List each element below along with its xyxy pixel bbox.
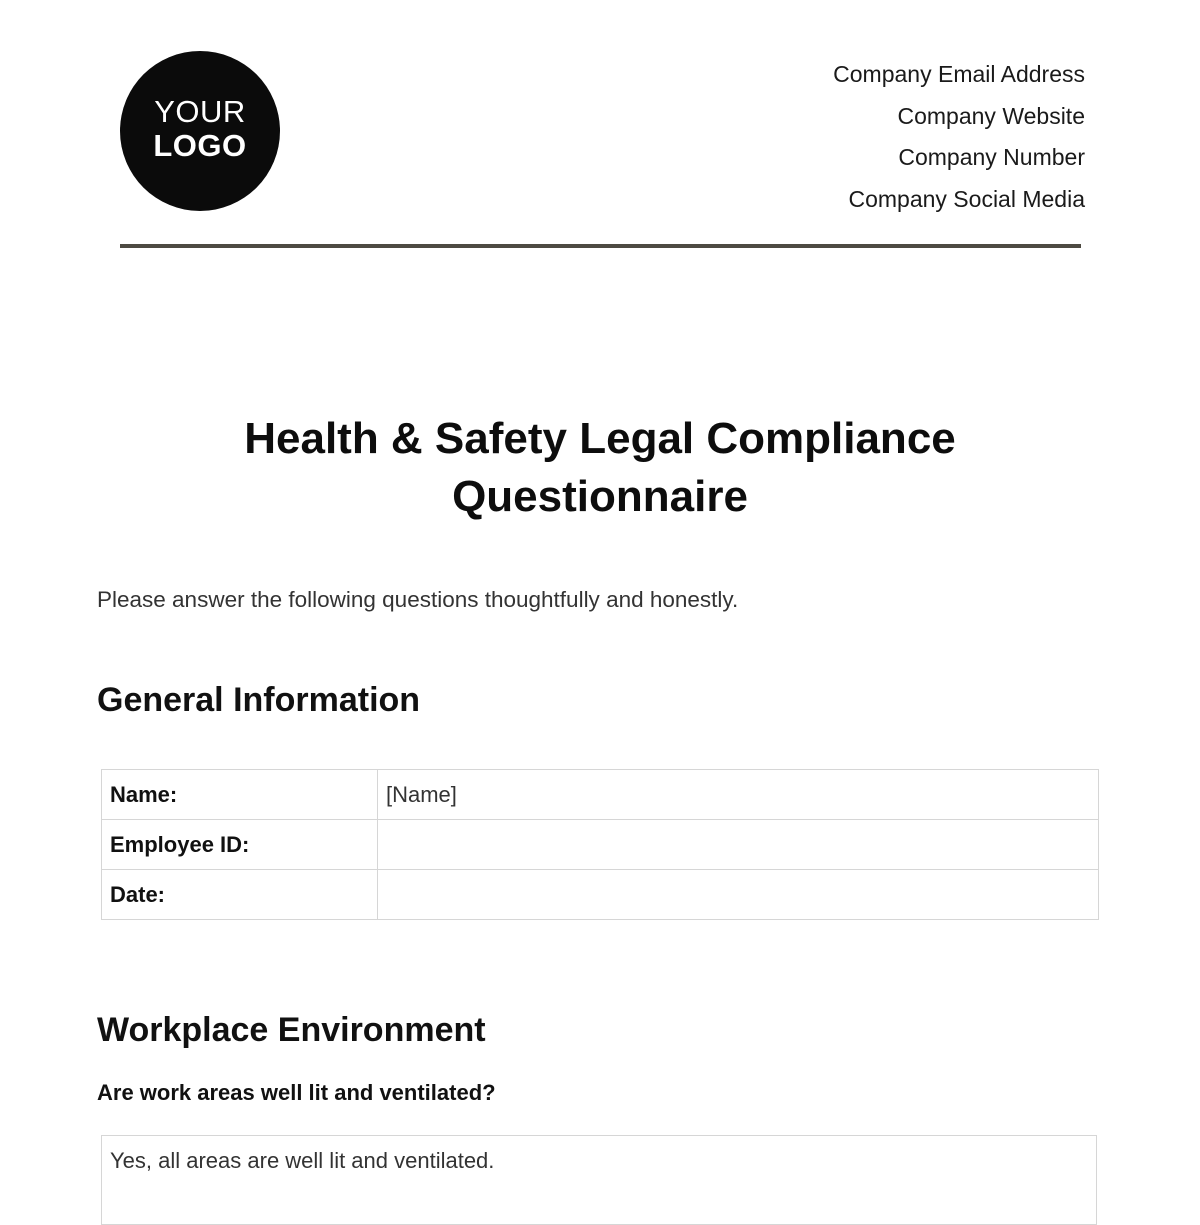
company-contact-block [833, 54, 1085, 220]
answer-lighting-ventilation[interactable]: Yes, all areas are well lit and ventilated. [101, 1135, 1097, 1225]
document-title-line2: Questionnaire [452, 472, 748, 521]
company-logo [120, 51, 280, 211]
table-row [102, 870, 1099, 920]
company-social-media: Company Social Media [848, 185, 1085, 212]
general-information-table [101, 769, 1099, 920]
company-number: Company Number [898, 144, 1085, 170]
employee-id-label: Employee ID: [102, 820, 378, 870]
intro-text: Please answer the following questions thoughtfully and honestly. [97, 587, 739, 612]
company-website: Company Website [897, 102, 1085, 129]
question-lighting-ventilation: Are work areas well lit and ventilated? [97, 1080, 496, 1105]
table-row [102, 770, 1099, 820]
section-heading-general-information: General Information [97, 681, 421, 719]
logo-text-your: YOUR [154, 94, 246, 129]
section-heading-workplace-environment: Workplace Environment [97, 1011, 486, 1049]
company-email: Company Email Address [833, 61, 1085, 87]
table-row [102, 820, 1099, 870]
logo-text-logo: LOGO [153, 128, 247, 163]
date-field[interactable] [378, 870, 1099, 920]
name-label: Name: [102, 770, 378, 820]
document-title [0, 410, 1200, 526]
header-divider [120, 244, 1081, 248]
date-label: Date: [102, 870, 378, 920]
name-field[interactable]: [Name] [378, 770, 1099, 820]
employee-id-field[interactable] [378, 820, 1099, 870]
document-title-line1: Health & Safety Legal Compliance [244, 414, 956, 463]
